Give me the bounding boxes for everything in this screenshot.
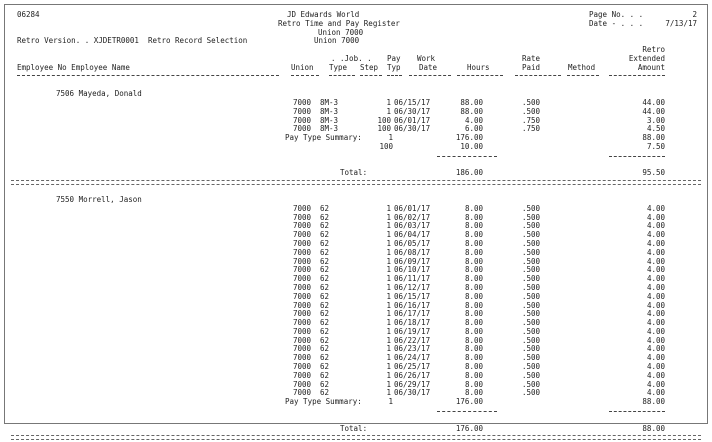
cell-rate: .500 (521, 335, 540, 345)
pay-type-summary-label: Pay Type Summary: (285, 133, 362, 143)
table-row (17, 372, 703, 381)
union-selection: Union 7000 (314, 36, 360, 46)
cell-work-date: 06/16/17 (394, 300, 431, 310)
table-row (17, 205, 703, 214)
table-row (17, 345, 703, 354)
employee-heading (17, 90, 703, 99)
summary-amount: 88.00 (642, 397, 665, 407)
cell-work-date: 06/15/17 (394, 97, 431, 107)
column-underlines (17, 73, 703, 82)
summary-amount: 88.00 (642, 133, 665, 143)
cell-job-type: 62 (320, 274, 330, 284)
cell-job-type: 62 (320, 221, 330, 231)
col-union: Union (291, 62, 314, 72)
cell-work-date: 06/11/17 (394, 274, 431, 284)
cell-amount: 4.00 (646, 238, 665, 248)
cell-pay-type: 1 (386, 265, 391, 275)
cell-rate: .750 (521, 115, 540, 125)
table-row (17, 337, 703, 346)
col-retro-mid: Extended (628, 53, 665, 63)
cell-job-type: 62 (320, 300, 330, 310)
cell-rate: .500 (521, 274, 540, 284)
cell-hours: 8.00 (464, 379, 483, 389)
cell-rate: .500 (521, 344, 540, 354)
cell-hours: 8.00 (464, 247, 483, 257)
table-row (17, 354, 703, 363)
cell-amount: 4.00 (646, 247, 665, 257)
col-rate-bottom: Paid (522, 62, 541, 72)
cell-job-type: 62 (320, 230, 330, 240)
cell-amount: 4.00 (646, 291, 665, 301)
hours-rule (437, 411, 497, 412)
cell-pay-type: 1 (386, 230, 391, 240)
underline-method (567, 75, 599, 76)
cell-hours: 8.00 (464, 238, 483, 248)
cell-rate: .500 (521, 362, 540, 372)
total-amount: 95.50 (642, 168, 665, 178)
cell-amount: 4.00 (646, 256, 665, 266)
cell-union: 7000 (292, 300, 311, 310)
section-separator (17, 433, 703, 442)
cell-amount: 44.00 (642, 106, 665, 116)
cell-pay-type: 1 (386, 362, 391, 372)
cell-pay-type: 1 (386, 300, 391, 310)
cell-rate: .750 (521, 124, 540, 134)
cell-pay-type: 1 (386, 335, 391, 345)
cell-work-date: 06/08/17 (394, 247, 431, 257)
cell-job-type: 62 (320, 353, 330, 363)
cell-work-date: 06/29/17 (394, 379, 431, 389)
cell-union: 7000 (292, 203, 311, 213)
col-pay-top: Pay (387, 53, 401, 63)
summary-pay-type: 100 (379, 141, 393, 151)
section-separator (17, 178, 703, 187)
cell-pay-type: 1 (386, 291, 391, 301)
cell-rate: .500 (521, 282, 540, 292)
cell-amount: 4.00 (646, 274, 665, 284)
table-row (17, 275, 703, 284)
cell-pay-type: 1 (386, 353, 391, 363)
cell-pay-type: 1 (386, 203, 391, 213)
summary-pay-type: 1 (388, 397, 393, 407)
cell-pay-type: 100 (377, 124, 391, 134)
cell-work-date: 06/26/17 (394, 370, 431, 380)
cell-work-date: 06/23/17 (394, 344, 431, 354)
cell-job-type: 62 (320, 256, 330, 266)
cell-work-date: 06/18/17 (394, 318, 431, 328)
cell-work-date: 06/03/17 (394, 221, 431, 231)
total-row (17, 425, 703, 434)
table-row (17, 117, 703, 126)
cell-job-type: 62 (320, 265, 330, 275)
cell-job-type: 62 (320, 362, 330, 372)
cell-pay-type: 1 (386, 274, 391, 284)
col-type: Type (329, 62, 348, 72)
cell-job-type: 62 (320, 326, 330, 336)
col-method: Method (568, 62, 596, 72)
cell-rate: .500 (521, 212, 540, 222)
cell-union: 7000 (292, 221, 311, 231)
cell-union: 7000 (292, 212, 311, 222)
cell-amount: 4.50 (646, 124, 665, 134)
cell-hours: 6.00 (464, 124, 483, 134)
cell-hours: 8.00 (464, 353, 483, 363)
company-name: JD Edwards World (287, 10, 360, 19)
cell-pay-type: 1 (386, 388, 391, 398)
page-number: 2 (692, 10, 697, 19)
cell-work-date: 06/10/17 (394, 265, 431, 275)
page-label: Page No. . . (589, 10, 644, 19)
cell-work-date: 06/25/17 (394, 362, 431, 372)
cell-union: 7000 (292, 335, 311, 345)
summary-hours: 176.00 (455, 397, 483, 407)
cell-pay-type: 1 (386, 106, 391, 116)
col-pay-bottom: Typ (387, 62, 401, 72)
subtotal-rule (17, 152, 703, 161)
cell-pay-type: 1 (386, 309, 391, 319)
table-row (17, 258, 703, 267)
cell-amount: 4.00 (646, 265, 665, 275)
hours-rule (437, 156, 497, 157)
cell-rate: .500 (521, 326, 540, 336)
col-work-bottom: Date (419, 62, 438, 72)
col-employee: Employee No Employee Name (17, 62, 130, 72)
cell-union: 7000 (292, 256, 311, 266)
cell-rate: .500 (521, 247, 540, 257)
union-heading: Union 7000 (318, 27, 364, 37)
report-date: 7/13/17 (665, 18, 697, 28)
cell-pay-type: 1 (386, 212, 391, 222)
cell-amount: 4.00 (646, 344, 665, 354)
cell-hours: 8.00 (464, 203, 483, 213)
cell-work-date: 06/17/17 (394, 309, 431, 319)
col-job-top: . .Job. . (331, 53, 372, 63)
underline-hours (457, 75, 503, 76)
cell-job-type: 8M-3 (320, 124, 339, 134)
cell-work-date: 06/22/17 (394, 335, 431, 345)
table-row (17, 214, 703, 223)
cell-hours: 8.00 (464, 230, 483, 240)
cell-amount: 4.00 (646, 335, 665, 345)
summary-pay-type: 1 (388, 133, 393, 143)
underline-employee (17, 75, 279, 76)
cell-amount: 4.00 (646, 309, 665, 319)
employee-name: 7506 Mayeda, Donald (56, 89, 142, 99)
cell-rate: .500 (521, 221, 540, 231)
total-row (17, 169, 703, 178)
cell-job-type: 62 (320, 309, 330, 319)
retro-pay-register-report (17, 11, 703, 442)
cell-pay-type: 1 (386, 370, 391, 380)
cell-hours: 8.00 (464, 344, 483, 354)
cell-rate: .500 (521, 388, 540, 398)
cell-amount: 4.00 (646, 221, 665, 231)
underline-amount (609, 75, 665, 76)
cell-amount: 4.00 (646, 230, 665, 240)
cell-amount: 4.00 (646, 353, 665, 363)
cell-union: 7000 (292, 370, 311, 380)
cell-union: 7000 (292, 344, 311, 354)
summary-hours: 10.00 (460, 141, 483, 151)
pay-type-summary-label: Pay Type Summary: (285, 397, 362, 407)
table-row (17, 310, 703, 319)
table-row (17, 381, 703, 390)
summary-hours: 176.00 (455, 133, 483, 143)
cell-rate: .500 (521, 265, 540, 275)
cell-pay-type: 100 (377, 115, 391, 125)
cell-job-type: 62 (320, 282, 330, 292)
col-work-top: Work (417, 53, 436, 63)
cell-union: 7000 (292, 265, 311, 275)
cell-amount: 4.00 (646, 300, 665, 310)
amount-rule (609, 156, 665, 157)
table-row (17, 222, 703, 231)
cell-rate: .500 (521, 379, 540, 389)
cell-union: 7000 (292, 238, 311, 248)
cell-work-date: 06/04/17 (394, 230, 431, 240)
underline-type (329, 75, 355, 76)
cell-union: 7000 (292, 247, 311, 257)
table-row (17, 99, 703, 108)
cell-hours: 8.00 (464, 335, 483, 345)
cell-job-type: 62 (320, 344, 330, 354)
subtotal-rule (17, 407, 703, 416)
retro-version: Retro Version. . XJDETR0001 Retro Record Selection (17, 36, 248, 46)
cell-pay-type: 1 (386, 256, 391, 266)
cell-union: 7000 (292, 274, 311, 284)
col-retro-top: Retro (642, 45, 665, 55)
total-hours: 176.00 (455, 423, 483, 433)
cell-hours: 88.00 (460, 97, 483, 107)
cell-work-date: 06/30/17 (394, 106, 431, 116)
cell-job-type: 62 (320, 388, 330, 398)
cell-union: 7000 (292, 230, 311, 240)
cell-hours: 8.00 (464, 221, 483, 231)
cell-hours: 8.00 (464, 326, 483, 336)
cell-amount: 4.00 (646, 362, 665, 372)
total-label: Total: (340, 168, 368, 178)
cell-amount: 44.00 (642, 97, 665, 107)
cell-work-date: 06/12/17 (394, 282, 431, 292)
cell-work-date: 06/30/17 (394, 388, 431, 398)
cell-work-date: 06/09/17 (394, 256, 431, 266)
table-row (17, 328, 703, 337)
table-row (17, 108, 703, 117)
col-hours: Hours (467, 62, 490, 72)
cell-job-type: 62 (320, 318, 330, 328)
cell-amount: 4.00 (646, 370, 665, 380)
underline-pay (387, 75, 402, 76)
cell-job-type: 62 (320, 291, 330, 301)
cell-union: 7000 (292, 309, 311, 319)
cell-hours: 8.00 (464, 388, 483, 398)
cell-amount: 4.00 (646, 282, 665, 292)
total-label: Total: (340, 423, 368, 433)
cell-work-date: 06/05/17 (394, 238, 431, 248)
report-page (4, 4, 708, 433)
cell-job-type: 62 (320, 238, 330, 248)
cell-union: 7000 (292, 318, 311, 328)
cell-rate: .500 (521, 370, 540, 380)
cell-rate: .500 (521, 353, 540, 363)
employee-sections (17, 81, 703, 442)
cell-hours: 8.00 (464, 291, 483, 301)
underline-union (291, 75, 319, 76)
cell-hours: 8.00 (464, 212, 483, 222)
table-row (17, 363, 703, 372)
total-hours: 186.00 (455, 168, 483, 178)
cell-pay-type: 1 (386, 318, 391, 328)
cell-union: 7000 (292, 326, 311, 336)
cell-hours: 8.00 (464, 274, 483, 284)
cell-rate: .500 (521, 106, 540, 116)
pay-type-summary-row (17, 134, 703, 143)
cell-hours: 8.00 (464, 282, 483, 292)
employee-heading (17, 196, 703, 205)
cell-pay-type: 1 (386, 344, 391, 354)
cell-rate: .500 (521, 318, 540, 328)
cell-hours: 8.00 (464, 256, 483, 266)
cell-job-type: 62 (320, 212, 330, 222)
double-dash-divider (11, 435, 701, 440)
table-row (17, 266, 703, 275)
cell-union: 7000 (292, 97, 311, 107)
cell-amount: 3.00 (646, 115, 665, 125)
cell-hours: 8.00 (464, 318, 483, 328)
header-line-4 (17, 37, 703, 46)
cell-amount: 4.00 (646, 212, 665, 222)
cell-pay-type: 1 (386, 282, 391, 292)
report-id: 06284 (17, 10, 40, 19)
cell-work-date: 06/02/17 (394, 212, 431, 222)
table-row (17, 302, 703, 311)
cell-hours: 8.00 (464, 300, 483, 310)
cell-rate: .500 (521, 203, 540, 213)
cell-pay-type: 1 (386, 238, 391, 248)
cell-work-date: 06/15/17 (394, 291, 431, 301)
col-rate-top: Rate (522, 53, 541, 63)
cell-job-type: 8M-3 (320, 97, 339, 107)
cell-work-date: 06/24/17 (394, 353, 431, 363)
cell-pay-type: 1 (386, 379, 391, 389)
cell-job-type: 62 (320, 379, 330, 389)
cell-work-date: 06/01/17 (394, 203, 431, 213)
cell-union: 7000 (292, 282, 311, 292)
underline-step (360, 75, 382, 76)
cell-job-type: 62 (320, 335, 330, 345)
cell-job-type: 8M-3 (320, 115, 339, 125)
report-title: Retro Time and Pay Register (278, 18, 400, 28)
cell-union: 7000 (292, 115, 311, 125)
table-row (17, 284, 703, 293)
cell-pay-type: 1 (386, 247, 391, 257)
table-row (17, 319, 703, 328)
employee-name: 7550 Morrell, Jason (56, 194, 142, 204)
pay-type-summary-row (17, 143, 703, 152)
cell-amount: 4.00 (646, 318, 665, 328)
cell-union: 7000 (292, 106, 311, 116)
cell-amount: 4.00 (646, 326, 665, 336)
cell-hours: 8.00 (464, 362, 483, 372)
cell-amount: 4.00 (646, 388, 665, 398)
cell-rate: .500 (521, 309, 540, 319)
cell-amount: 4.00 (646, 203, 665, 213)
cell-job-type: 8M-3 (320, 106, 339, 116)
table-row (17, 249, 703, 258)
date-label: Date - . . . (589, 18, 644, 28)
cell-pay-type: 1 (386, 326, 391, 336)
cell-hours: 8.00 (464, 309, 483, 319)
col-step: Step (360, 62, 379, 72)
underline-rate (515, 75, 561, 76)
cell-rate: .500 (521, 238, 540, 248)
cell-rate: .500 (521, 291, 540, 301)
cell-rate: .500 (521, 256, 540, 266)
total-amount: 88.00 (642, 423, 665, 433)
cell-job-type: 62 (320, 203, 330, 213)
summary-amount: 7.50 (646, 141, 665, 151)
cell-pay-type: 1 (386, 221, 391, 231)
cell-amount: 4.00 (646, 379, 665, 389)
cell-hours: 8.00 (464, 370, 483, 380)
cell-job-type: 62 (320, 247, 330, 257)
cell-rate: .500 (521, 300, 540, 310)
cell-union: 7000 (292, 388, 311, 398)
underline-date (409, 75, 451, 76)
pay-type-summary-row (17, 398, 703, 407)
cell-union: 7000 (292, 291, 311, 301)
table-row (17, 293, 703, 302)
table-row (17, 240, 703, 249)
cell-rate: .500 (521, 97, 540, 107)
cell-hours: 88.00 (460, 106, 483, 116)
amount-rule (609, 411, 665, 412)
column-heading-row-3 (17, 64, 703, 73)
cell-union: 7000 (292, 379, 311, 389)
cell-work-date: 06/01/17 (394, 115, 431, 125)
cell-union: 7000 (292, 124, 311, 134)
cell-union: 7000 (292, 353, 311, 363)
cell-job-type: 62 (320, 370, 330, 380)
cell-hours: 4.00 (464, 115, 483, 125)
double-dash-divider (11, 180, 701, 185)
cell-work-date: 06/30/17 (394, 124, 431, 134)
cell-work-date: 06/19/17 (394, 326, 431, 336)
cell-hours: 8.00 (464, 265, 483, 275)
col-retro-bottom: Amount (637, 62, 665, 72)
table-row (17, 231, 703, 240)
cell-union: 7000 (292, 362, 311, 372)
cell-pay-type: 1 (386, 97, 391, 107)
cell-rate: .500 (521, 230, 540, 240)
